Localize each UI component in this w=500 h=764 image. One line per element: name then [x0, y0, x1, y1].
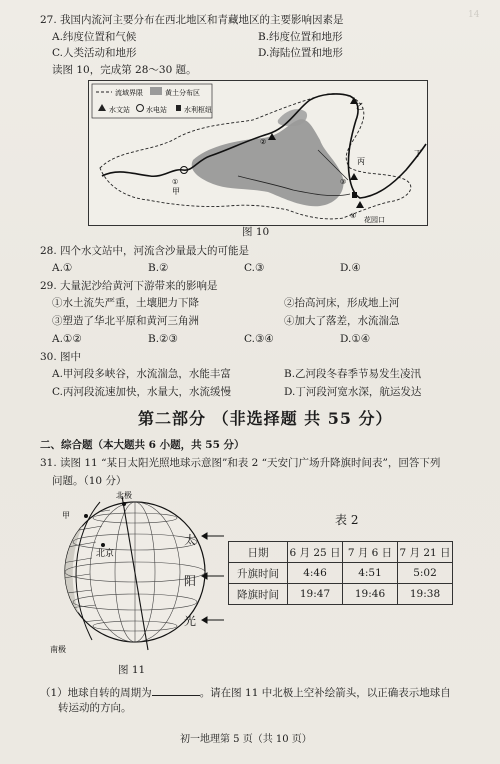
table-header: 6 月 25 日 [288, 542, 343, 563]
label-north-pole: 北极 [116, 491, 132, 500]
bleed-through-page-number: 14 [468, 10, 480, 20]
table-header: 7 月 6 日 [343, 542, 398, 563]
table-cell: 4:51 [343, 563, 398, 584]
q29-option-d: D.①④ [340, 333, 371, 345]
q28-option-b: B.② [148, 262, 169, 274]
q27-option-c: C.人类活动和地形 [52, 47, 137, 59]
table-row [229, 563, 453, 584]
label-ding: 丁 [414, 149, 422, 158]
q28-stem: 28. 四个水文站中，河流含沙量最大的可能是 [40, 245, 250, 257]
label-south-pole: 南极 [50, 645, 66, 654]
loess-legend-icon [150, 87, 162, 95]
label-bing: 丙 [357, 157, 365, 166]
q28-option-a: A.① [52, 262, 73, 274]
dam-icon [352, 192, 357, 198]
label-beijing: 北京 [96, 549, 115, 559]
figure10-caption: 图 10 [242, 226, 270, 238]
flag-time-table [228, 541, 453, 605]
label-yi: 乙 [356, 102, 364, 111]
q31-sub1-line2: 转运动的方向。 [58, 702, 132, 714]
sunlight-arrows [200, 528, 226, 640]
table-cell: 19:47 [288, 584, 343, 605]
q29-stem: 29. 大量泥沙给黄河下游带来的影响是 [40, 280, 218, 292]
q31-sub1-line1 [40, 684, 451, 700]
legend-hydro: 水文站 [109, 106, 130, 114]
q29-item-1: ①水土流失严重，土壤肥力下降 [52, 297, 199, 309]
q29-item-3: ③塑造了华北平原和黄河三角洲 [52, 315, 199, 327]
q30-option-d: D.丁河段河宽水深，航运发达 [284, 386, 422, 398]
q30-option-b: B.乙河段冬春季节易发生凌汛 [284, 368, 422, 380]
legend-power: 水电站 [146, 106, 167, 114]
sun-char-1: 太 [184, 533, 197, 547]
sun-char-2: 阳 [184, 574, 197, 588]
label-n4: ④ [350, 212, 357, 220]
legend-dam: 水利枢纽 [184, 106, 212, 114]
label-n2: ② [260, 138, 267, 146]
q31-sub1-text-b: 。请在图 11 中北极上空补绘箭头，以正确表示地球自 [199, 687, 451, 699]
q30-stem: 30. 图中 [40, 351, 82, 363]
q29-option-b: B.②③ [148, 333, 178, 345]
label-jia: 甲 [172, 187, 180, 196]
part2-title: 第二部分 （非选择题 共 55 分） [138, 409, 393, 428]
q31-stem-line2: 问题。（10 分） [52, 475, 127, 487]
q27-stem: 27. 我国内流河主要分布在西北地区和青藏地区的主要影响因素是 [40, 14, 344, 26]
table-header-row [229, 542, 453, 563]
table-cell: 19:46 [343, 584, 398, 605]
legend-basin-boundary: 流域界限 [115, 89, 143, 97]
table-header: 7 月 21 日 [398, 542, 453, 563]
intro-28-30: 读图 10，完成第 28～30 题。 [52, 64, 197, 76]
point-jia-dot [84, 514, 88, 518]
q30-option-c: C.丙河段流速加快，水量大，水流缓慢 [52, 386, 231, 398]
table-row [229, 584, 453, 605]
figure11-caption: 图 11 [118, 664, 146, 676]
dam-legend-icon [176, 105, 181, 111]
legend-loess: 黄土分布区 [165, 89, 200, 97]
table2-title: 表 2 [335, 513, 359, 527]
q29-item-2: ②抬高河床，形成地上河 [284, 297, 400, 309]
table-header: 日期 [229, 542, 288, 563]
answer-blank[interactable] [152, 684, 200, 696]
section2-heading: 二、综合题（本大题共 6 小题，共 55 分） [40, 439, 245, 451]
q30-option-a: A.甲河段多峡谷，水流湍急，水能丰富 [52, 368, 231, 380]
beijing-dot [101, 543, 105, 547]
q27-option-d: D.海陆位置和地形 [258, 47, 343, 59]
row-label: 降旗时间 [229, 584, 288, 605]
q27-option-a: A.纬度位置和气候 [52, 31, 137, 43]
q28-option-d: D.④ [340, 262, 361, 274]
q29-option-c: C.③④ [244, 333, 274, 345]
q31-stem-line1: 31. 读图 11 “某日太阳光照地球示意图”和表 2 “天安门广场升降旗时间表”，回答下列 [40, 457, 441, 469]
label-jia: 甲 [62, 511, 70, 520]
table-cell: 5:02 [398, 563, 453, 584]
page-footer: 初一地理第 5 页（共 10 页） [180, 734, 312, 745]
table-cell: 19:38 [398, 584, 453, 605]
q31-sub1-text-a: （1）地球自转的周期为 [40, 687, 152, 699]
sun-char-3: 光 [184, 614, 197, 628]
label-huayuankou: 花园口 [364, 216, 385, 224]
q28-option-c: C.③ [244, 262, 265, 274]
row-label: 升旗时间 [229, 563, 288, 584]
q27-option-b: B.纬度位置和地形 [258, 31, 343, 43]
north-pole-dot [122, 502, 126, 506]
table-cell: 4:46 [288, 563, 343, 584]
q29-item-4: ④加大了落差，水流湍急 [284, 315, 400, 327]
figure10-yellow-river-map [88, 80, 428, 226]
label-n3: ③ [340, 178, 347, 186]
label-n1: ① [172, 178, 179, 186]
q29-option-a: A.①② [52, 333, 82, 345]
